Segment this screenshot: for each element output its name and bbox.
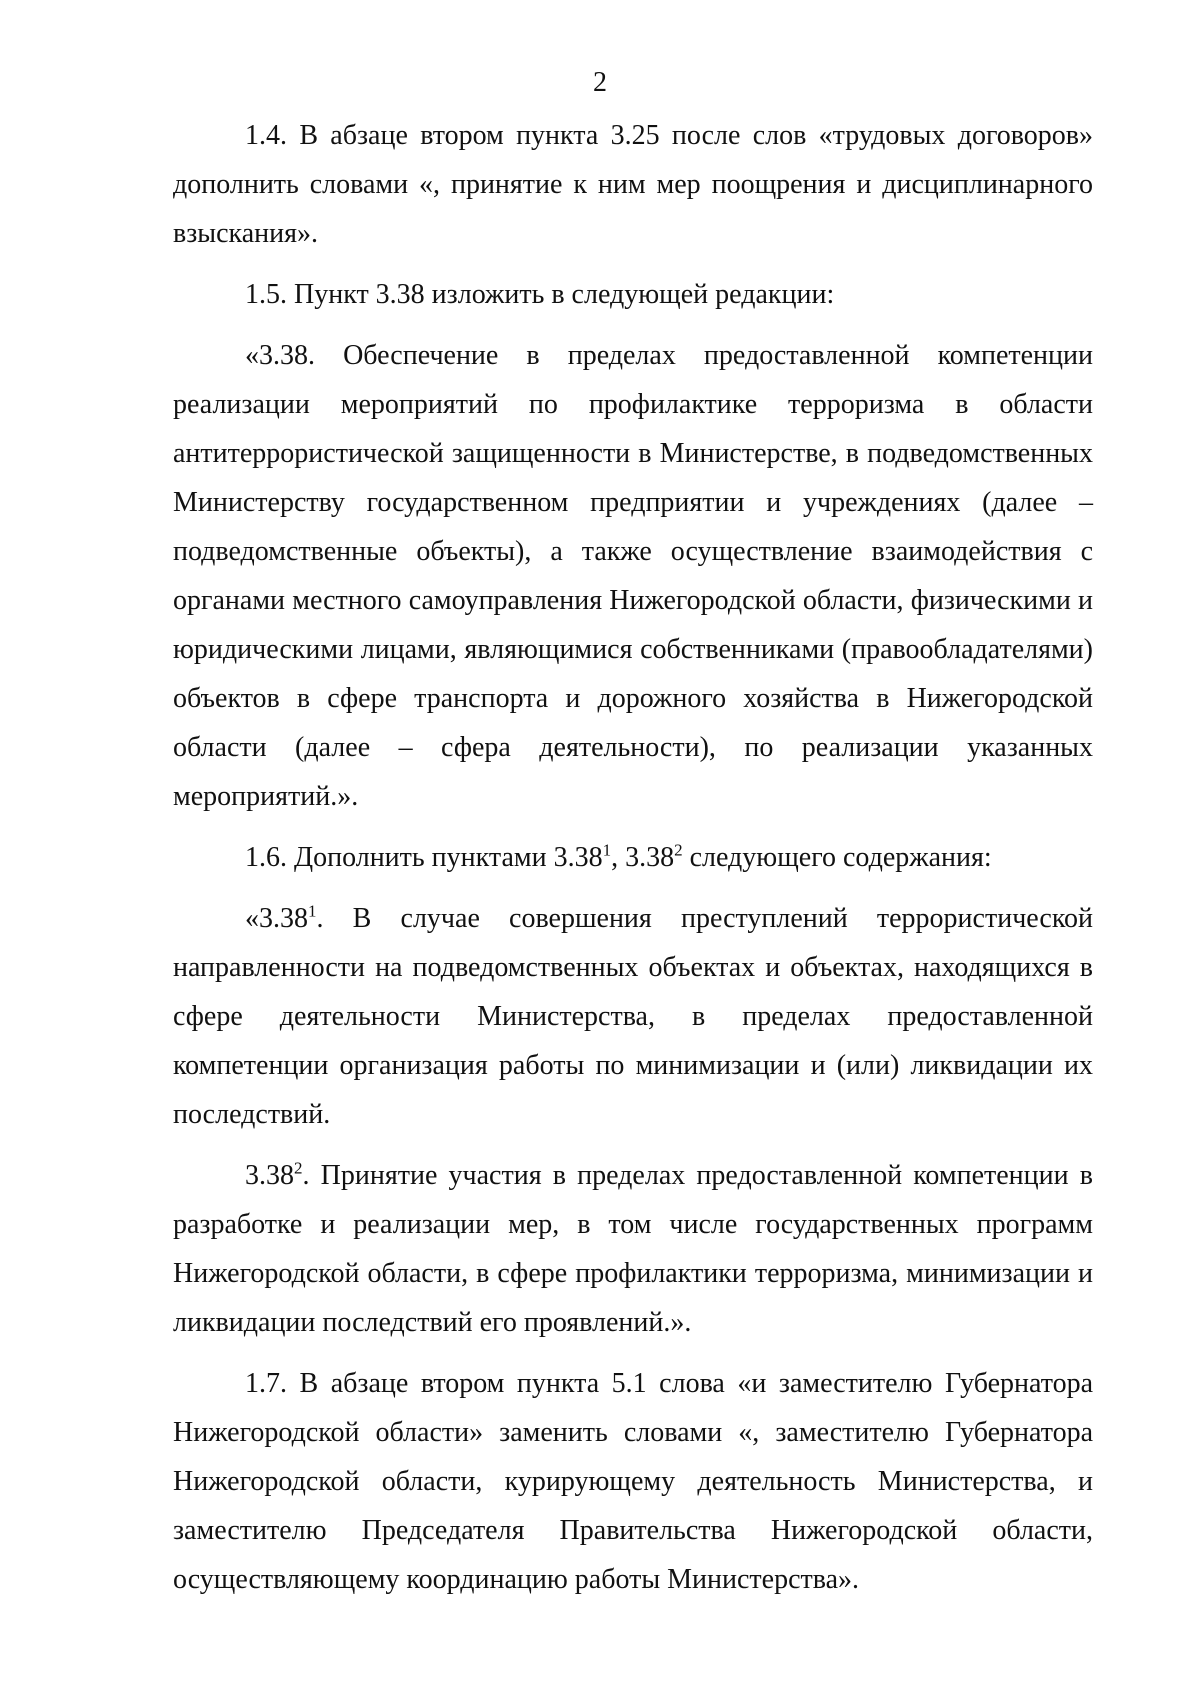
superscript-1: 1 — [602, 840, 612, 860]
superscript-1: 1 — [308, 901, 317, 921]
paragraph-1-4: 1.4. В абзаце втором пункта 3.25 после слов «трудовых договоров» дополнить словами «, принятие к ним мер поощрения и дисциплинарного взыскания». — [173, 120, 1093, 249]
paragraph-3-38: «3.38. Обеспечение в пределах предоставленной компетенции реализации мероприятий по профилактике терроризма в области антитеррористической защищенности в Министерстве, в подведомственных Министерству государственном предприятии и учреждениях (далее – подведомственные объекты), а также осуществление взаимодействия с органами местного самоуправления Нижегородской области, физическими и юридическими лицами, являющимися собственниками (правообладателями) объектов в сфере транспорта и дорожного хозяйства в Нижегородской области (далее – сфера деятельности), по реализации указанных мероприятий.». — [173, 340, 1093, 812]
paragraph-3-38-1-text-a: «3.38 — [245, 903, 308, 934]
paragraph-1-6-text-b: , 3.38 — [611, 842, 675, 873]
paragraph-1-6-text-c: следующего содержания: — [682, 842, 992, 873]
superscript-2: 2 — [674, 840, 683, 860]
paragraph-3-38-1-text-b: . В случае совершения преступлений террористической направленности на подведомственных объектах и объектах, находящихся в сфере деятельности Министерства, в пределах предоставленной компетенции организация работы по минимизации и (или) ликвидации их последствий. — [173, 903, 1093, 1130]
paragraph-1-6-text-a: 1.6. Дополнить пунктами 3.38 — [245, 842, 603, 873]
paragraph-3-38-2-text-a: 3.38 — [245, 1160, 294, 1191]
document-body — [173, 111, 1093, 1604]
page-number: 2 — [593, 67, 607, 98]
paragraph-1-5: 1.5. Пункт 3.38 изложить в следующей редакции: — [245, 279, 835, 310]
superscript-2: 2 — [294, 1158, 303, 1178]
paragraph-1-6 — [173, 833, 1093, 882]
paragraph-3-38-2-text-b: . Принятие участия в пределах предоставленной компетенции в разработке и реализации мер, в том числе государственных программ Нижегородской области, в сфере профилактики терроризма, минимизации и ликвидации последствий его проявлений.». — [173, 1160, 1093, 1338]
paragraph-1-7: 1.7. В абзаце втором пункта 5.1 слова «и заместителю Губернатора Нижегородской области» заменить словами «, заместителю Губернатора Нижегородской области, курирующему деятельность Министерства, и заместителю Председателя Правительства Нижегородской области, осуществляющему координацию работы Министерства». — [173, 1368, 1093, 1595]
paragraph-3-38-2 — [173, 1151, 1093, 1347]
paragraph-3-38-1 — [173, 894, 1093, 1139]
